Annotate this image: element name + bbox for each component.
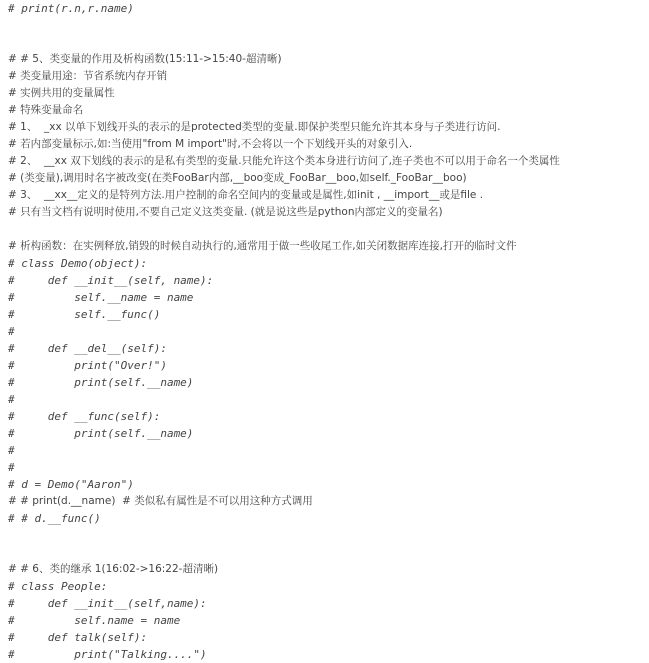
code-line: # print("Over!") (8, 359, 167, 372)
code-line (8, 17, 644, 34)
code-line: # (8, 444, 15, 457)
code-line: # def __del__(self): (8, 342, 167, 355)
code-line (8, 34, 644, 51)
code-line: # (8, 461, 15, 474)
section-heading: # # 6、类的继承 1(16:02->16:22-超清晰) (8, 563, 219, 575)
code-line: # 只有当文档有说明时使用,不要自己定义这类变量. (就是说这些是python内部定义的变量名) (8, 206, 443, 218)
code-line: # def __func(self): (8, 410, 161, 423)
code-line: # 1、 _xx 以单下划线开头的表示的是protected类型的变量.即保护类型只能允许其本身与子类进行访问. (8, 121, 501, 133)
code-line: # # d.__func() (8, 512, 101, 525)
code-line: # 析构函数：在实例释放,销毁的时候自动执行的,通常用于做一些收尾工作,如关闭数据库连接,打开的临时文件 (8, 240, 517, 252)
code-line: # print("Talking....") (8, 648, 207, 661)
code-line: # 类变量用途：节省系统内存开销 (8, 70, 168, 82)
code-line: # (8, 393, 15, 406)
code-line: # def __init__(self,name): (8, 597, 207, 610)
code-line (8, 544, 644, 561)
section-heading: # # 5、类变量的作用及析构函数(15:11->15:40-超清晰) (8, 53, 282, 65)
code-line: # class People: (8, 580, 108, 593)
code-document (8, 0, 644, 663)
code-line: # (8, 325, 15, 338)
code-line: # 特殊变量命名 (8, 104, 84, 116)
code-line: # # print(d.__name) # 类似私有属性是不可以用这种方式调用 (8, 495, 313, 507)
code-line (8, 221, 644, 238)
code-line: # 2、 __xx 双下划线的表示的是私有类型的变量.只能允许这个类本身进行访问了,连子类也不可以用于命名一个类属性 (8, 155, 560, 167)
code-line: # class Demo(object): (8, 257, 148, 270)
code-line: # 若内部变量标示,如:当使用"from M import"时,不会将以一个下划线开头的对象引入. (8, 138, 413, 150)
code-line: # self.name = name (8, 614, 181, 627)
code-line: # (类变量),调用时名字被改变(在类FooBar内部,__boo变成_FooBar__boo,如self._FooBar__boo) (8, 172, 467, 184)
code-line: # print(self.__name) (8, 376, 194, 389)
code-line: # 3、 __xx__定义的是特列方法.用户控制的命名空间内的变量或是属性,如init , __import__或是file . (8, 189, 484, 201)
code-line: # def talk(self): (8, 631, 148, 644)
code-line (8, 527, 644, 544)
code-line: # d = Demo("Aaron") (8, 478, 134, 491)
code-line: # print(self.__name) (8, 427, 194, 440)
code-line: # 实例共用的变量属性 (8, 87, 115, 99)
code-line: # self.__func() (8, 308, 161, 321)
code-line: # print(r.n,r.name) (8, 2, 134, 15)
code-line: # self.__name = name (8, 291, 194, 304)
code-line: # def __init__(self, name): (8, 274, 214, 287)
